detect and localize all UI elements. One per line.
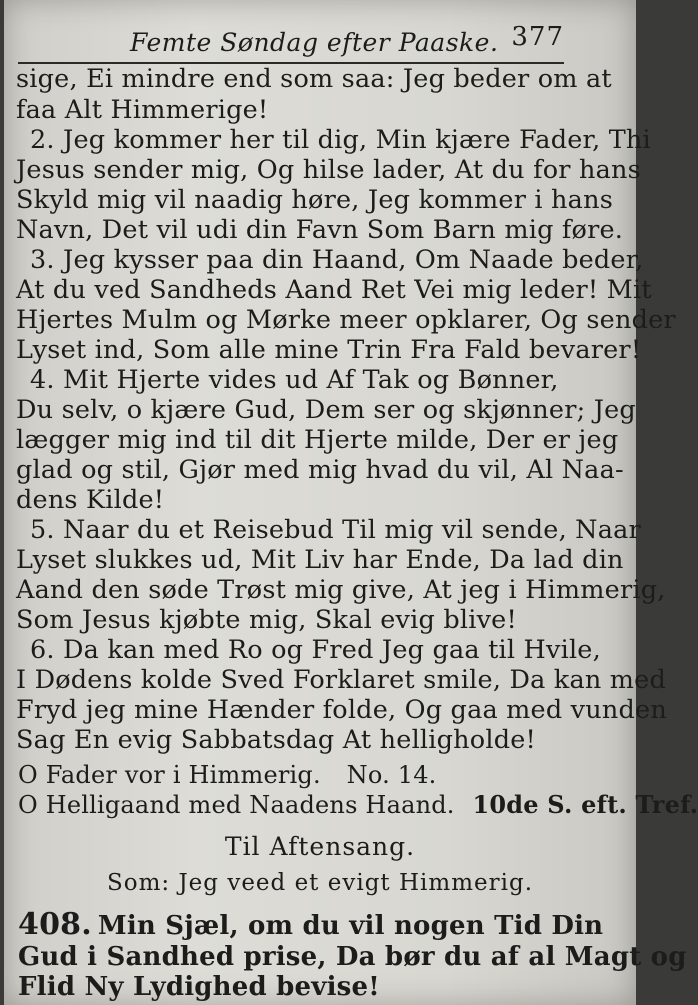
- reference-title: O Fader vor i Himmerig.: [18, 761, 321, 789]
- verse-line: sige, Ei mindre end som saa: Jeg beder om at: [16, 64, 612, 94]
- verse-line: Aand den søde Trøst mig give, At jeg i Himmerig,: [16, 575, 666, 605]
- verse-line: Navn, Det vil udi din Favn Som Barn mig føre.: [16, 215, 624, 245]
- verse-line: 5. Naar du et Reisebud Til mig vil sende, Naar: [30, 515, 641, 545]
- running-title: Femte Søndag efter Paaske.: [130, 28, 499, 57]
- verse-line: I Dødens kolde Sved Forklaret smile, Da kan med: [16, 665, 666, 695]
- hymn-line: Gud i Sandhed prise, Da bør du af al Magt og: [18, 942, 687, 972]
- reference-number: No. 14.: [346, 761, 437, 789]
- verse-line: 3. Jeg kysser paa din Haand, Om Naade beder,: [30, 245, 644, 275]
- verse-line: faa Alt Himmerige!: [16, 95, 269, 125]
- verse-line: Lyset slukkes ud, Mit Liv har Ende, Da lad din: [16, 545, 624, 575]
- verse-line: dens Kilde!: [16, 485, 165, 515]
- hymn-number: 408.: [18, 907, 92, 942]
- verse-line: Lyset ind, Som alle mine Trin Fra Fald bevarer!: [16, 335, 642, 365]
- verse-line: Som Jesus kjøbte mig, Skal evig blive!: [16, 605, 517, 635]
- book-page: [4, 0, 698, 1005]
- verse-line: 4. Mit Hjerte vides ud Af Tak og Bønner,: [30, 365, 559, 395]
- verse-line: lægger mig ind til dit Hjerte milde, Der er jeg: [16, 425, 619, 455]
- verse-line: Sag En evig Sabbatsdag At helligholde!: [16, 725, 536, 755]
- reference-title: O Helligaand med Naadens Haand.: [18, 791, 455, 819]
- section-heading: Til Aftensang.: [224, 832, 416, 861]
- reference-holy-spirit: [18, 790, 698, 820]
- page-header: [18, 22, 564, 64]
- verse-line: Skyld mig vil naadig høre, Jeg kommer i hans: [16, 185, 613, 215]
- verse-line: glad og stil, Gjør med mig hvad du vil, Al Naa-: [16, 455, 624, 485]
- verse-line: Du selv, o kjære Gud, Dem ser og skjønner; Jeg: [16, 395, 636, 425]
- verse-line: 6. Da kan med Ro og Fred Jeg gaa til Hvile,: [30, 635, 601, 665]
- hymn-line: Flid Ny Lydighed bevise!: [18, 972, 380, 1002]
- verse-line: Jesus sender mig, Og hilse lader, At du for hans: [16, 155, 641, 185]
- reference-sunday: 10de S. eft. Tref.: [472, 790, 698, 819]
- hymn-line: Min Sjæl, om du vil nogen Tid Din: [97, 911, 604, 941]
- verse-line: Hjertes Mulm og Mørke meer opklarer, Og sender: [16, 305, 676, 335]
- hymn-first-line: [18, 908, 603, 943]
- page-number: 377: [511, 22, 564, 52]
- verse-line: At du ved Sandheds Aand Ret Vei mig leder! Mit: [16, 275, 652, 305]
- verse-line: 2. Jeg kommer her til dig, Min kjære Fader, Thi: [30, 125, 651, 155]
- verse-line: Fryd jeg mine Hænder folde, Og gaa med vunden: [16, 695, 667, 725]
- melody-line: Som: Jeg veed et evigt Himmerig.: [106, 870, 534, 896]
- reference-lords-prayer: [18, 760, 437, 790]
